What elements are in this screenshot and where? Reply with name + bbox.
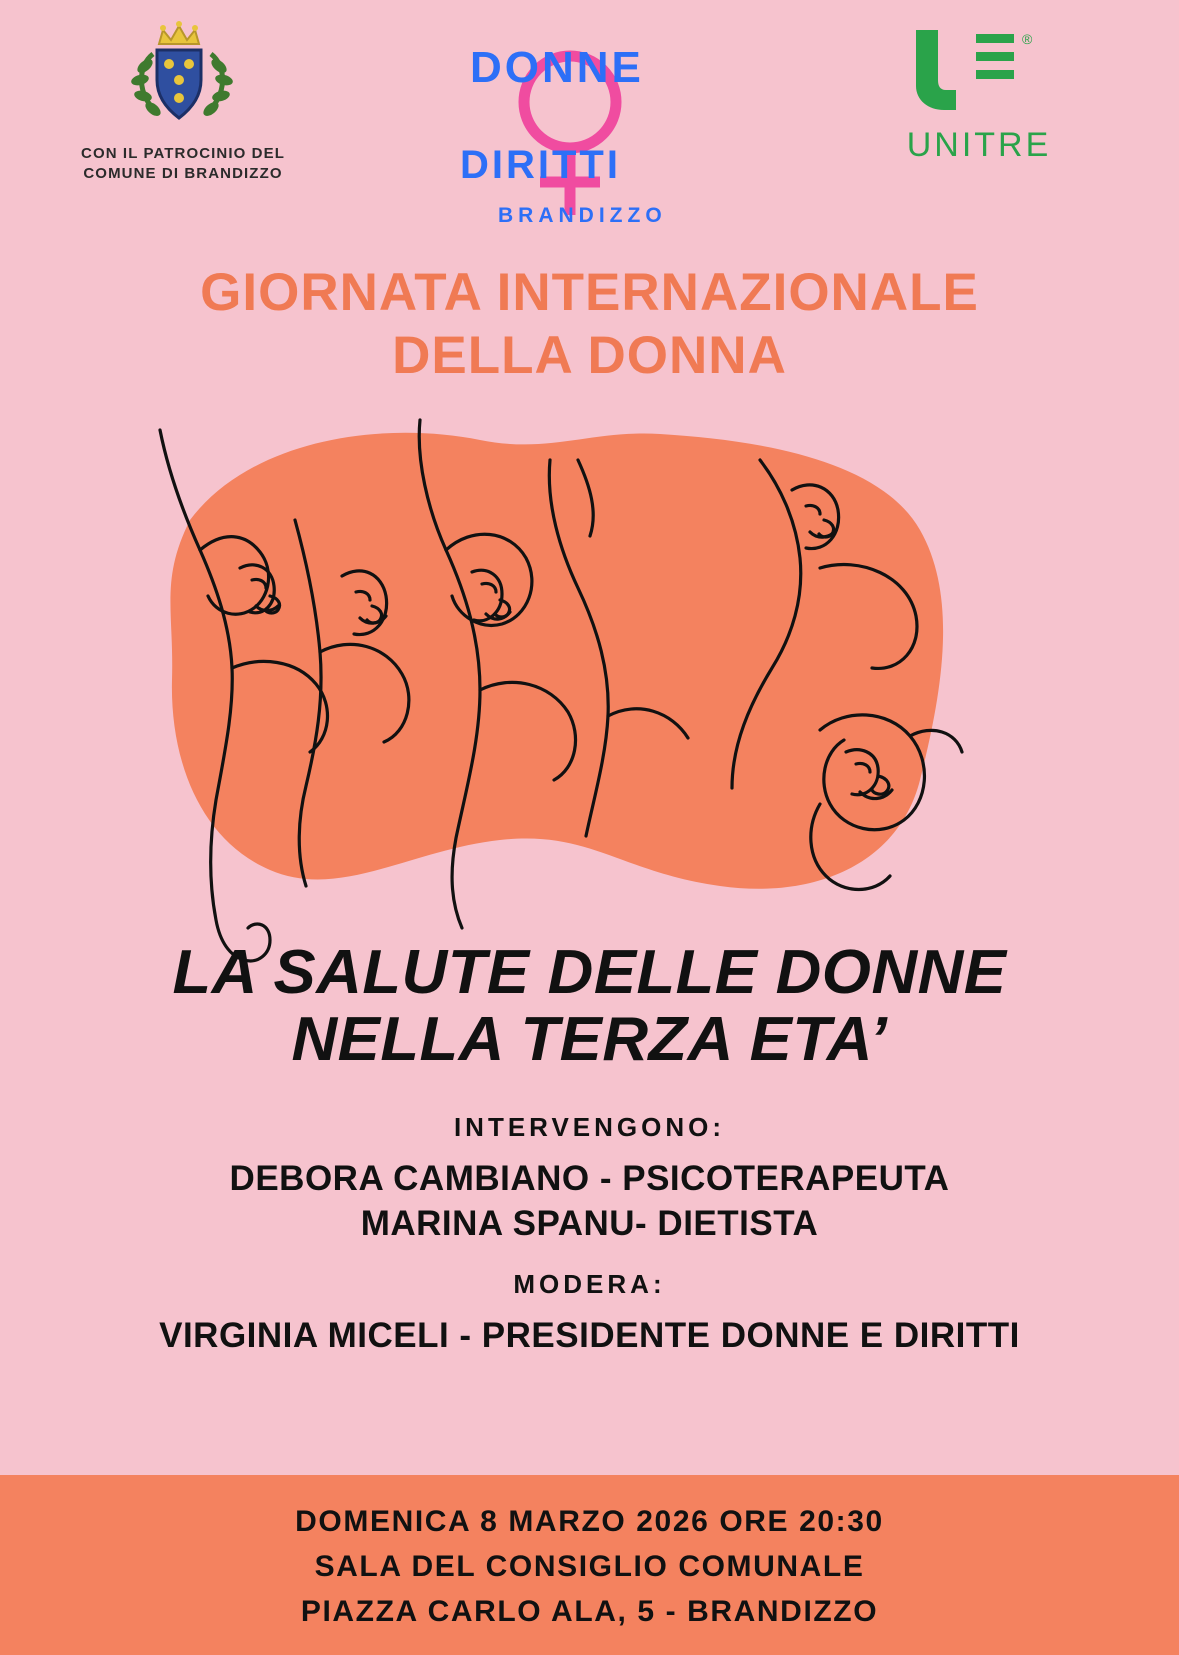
women-illustration-svg [120,400,1020,1020]
event-subtitle [0,940,1179,1074]
donne-diritti-logo-svg [420,30,750,230]
event-subtitle-line1: LA SALUTE DELLE DONNE [172,938,1007,1007]
unitre-name: UNITRE [906,126,1052,164]
brandizzo-word: BRANDIZZO [498,204,667,227]
diritti-word: DIRITTI [460,143,621,187]
women-illustration [120,400,1020,1020]
donne-diritti-logo [420,30,750,230]
moderator-name: VIRGINIA MICELI - PRESIDENTE DONNE E DIRITTI [159,1315,1020,1355]
unitre-logo [899,24,1059,165]
event-subtitle-line2: NELLA TERZA ETA’ [291,1004,888,1074]
speakers-section [0,1112,1179,1358]
speaker-name: MARINA SPANU- DIETISTA [360,1203,819,1243]
intervengono-label: INTERVENGONO: [453,1112,726,1142]
event-venue: SALA DEL CONSIGLIO COMUNALE [314,1550,865,1583]
coat-of-arms-icon [123,18,243,136]
speaker-name: DEBORA CAMBIANO - PSICOTERAPEUTA [229,1159,950,1198]
page-title [0,262,1179,387]
spacer [0,1247,1179,1269]
registered-mark: ® [1022,31,1033,47]
donne-word: DONNE [470,43,644,92]
patronage-caption [48,144,318,185]
patronage-caption-line2: COMUNE DI BRANDIZZO [83,165,283,183]
illustration-blob [170,433,943,889]
page-title-line1: GIORNATA INTERNAZIONALE [200,263,979,322]
modera-label: MODERA: [513,1268,666,1299]
unitre-mark-icon [904,24,1054,119]
event-details-footer [0,1475,1179,1655]
patronage-caption-line1: CON IL PATROCINIO DEL [81,145,285,162]
patronage-block [48,18,318,185]
event-address: PIAZZA CARLO ALA, 5 - BRANDIZZO [300,1595,879,1628]
event-date-time: DOMENICA 8 MARZO 2026 ORE 20:30 [295,1505,884,1538]
page-title-line2: DELLA DONNA [392,325,787,385]
poster-header [0,0,1179,250]
